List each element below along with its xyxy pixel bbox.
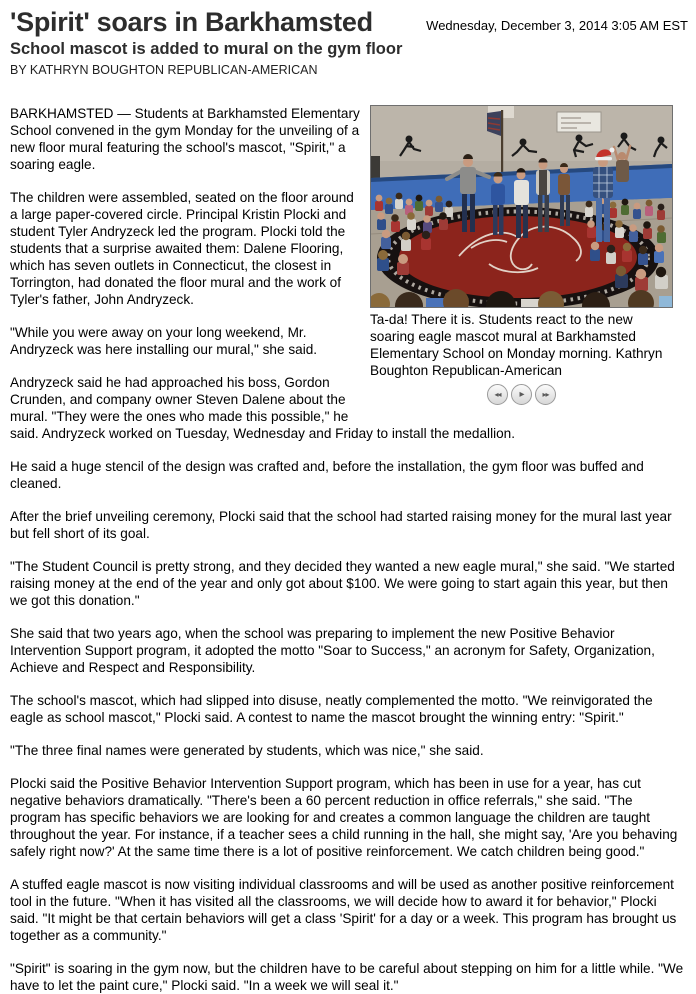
play-icon: ▸ xyxy=(519,388,524,400)
gallery-next-button[interactable] xyxy=(535,384,556,405)
article-paragraph: After the brief unveiling ceremony, Plocki said that the school had started raising money for the mural last year but fell short of its goal. xyxy=(10,509,672,541)
rewind-icon: ◂◂ xyxy=(494,389,501,399)
article-date: Wednesday, December 3, 2014 3:05 AM EST xyxy=(426,18,688,33)
gallery-controls xyxy=(370,384,673,405)
article-paragraph: The school's mascot, which had slipped into disuse, neatly complemented the motto. "We reinvigorated the eagle as school mascot," Plocki said. A contest to name the mascot brought the winning entry: "Spirit." xyxy=(10,693,653,725)
article-paragraph: "While you were away on your long weekend, Mr. Andryzeck was here installing our mural," she said. xyxy=(10,325,318,357)
gym-photo-illustration xyxy=(371,106,672,307)
article-paragraph: The children were assembled, seated on the floor around a large paper-covered circle. Principal Kristin Plocki and student Tyler Andryzeck led the program. Plocki told the students that a surprise awaited them: Dalene Flooring, which has seven outlets in Connecticut, the closest in Torrington, had donated the floor mural and the work of Tyler's father, John Andryzeck. xyxy=(10,190,354,307)
article-photo xyxy=(370,105,673,308)
article-paragraph: Andryzeck said he had approached his boss, Gordon Crunden, and company owner Steven Dalene about the mural. "They were the ones who made this possible," he said. Andryzeck worked on Tuesday, Wednesday and Friday to install the medallion. xyxy=(10,375,516,441)
photo-caption: Ta-da! There it is. Students react to the new soaring eagle mascot mural at Barkhamsted Elementary School on Monday morning. Kathryn Boughton Republican-American xyxy=(370,312,663,378)
article-paragraph: He said a huge stencil of the design was crafted and, before the installation, the gym floor was buffed and cleaned. xyxy=(10,459,644,491)
gallery-play-button[interactable] xyxy=(511,384,532,405)
fast-forward-icon: ▸▸ xyxy=(542,389,549,399)
photo-figure xyxy=(370,105,673,405)
page-title: 'Spirit' soars in Barkhamsted xyxy=(10,7,373,37)
article-header xyxy=(0,0,696,77)
article-paragraph: "The three final names were generated by students, which was nice," she said. xyxy=(10,743,484,758)
article-paragraph: "The Student Council is pretty strong, and they decided they wanted a new eagle mural," she said. "We started raising money at the end of the year and only got about $100. We were going to start again this year, but then we got this donation." xyxy=(10,559,675,608)
article-body xyxy=(0,105,696,994)
article-paragraph: She said that two years ago, when the school was preparing to implement the new Positive Behavior Intervention Support program, it adopted the motto "Soar to Success," an acronym for Safety, Organization, Achieve and Respect and Responsibility. xyxy=(10,626,655,675)
article-paragraph: BARKHAMSTED — Students at Barkhamsted Elementary School convened in the gym Monday for the unveiling of a new floor mural featuring the school's mascot, "Spirit," a soaring eagle. xyxy=(10,106,360,172)
gallery-prev-button[interactable] xyxy=(487,384,508,405)
article-subtitle: School mascot is added to mural on the gym floor xyxy=(10,40,403,58)
article-paragraph: A stuffed eagle mascot is now visiting individual classrooms and will be used as another positive reinforcement tool in the future. "When it has visited all the classrooms, we will decide how to award it for behavior," Plocki said. "It might be that certain behaviors will get a class 'Spirit' for a day or a week. This program has brought us together as a community." xyxy=(10,877,677,943)
article-paragraph: Plocki said the Positive Behavior Intervention Support program, which has been in use for a year, has cut negative behaviors dramatically. "There's been a 60 percent reduction in office referrals," she said. "The program has specific behaviors we are looking for and creates a common language the children are taught throughout the year. For instance, if a teacher sees a child running in the hall, she might say, 'Are you behaving safely right now?' At the same time there is a lot of positive reinforcement. We catch children being good." xyxy=(10,776,678,859)
article-byline: BY KATHRYN BOUGHTON REPUBLICAN-AMERICAN xyxy=(10,63,318,77)
article-paragraph: "Spirit" is soaring in the gym now, but the children have to be careful about stepping on him for a little while. "We have to let the paint cure," Plocki said. "In a week we will seal it." xyxy=(10,961,684,993)
